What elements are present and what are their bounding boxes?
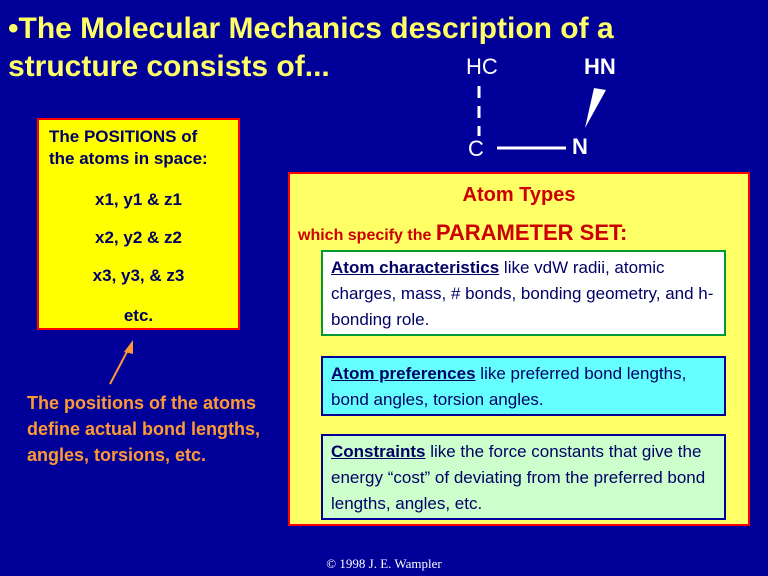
parameter-set-box xyxy=(288,172,750,526)
atom-preferences-box xyxy=(321,356,726,416)
constraints-box xyxy=(321,434,726,520)
atom-characteristics-box xyxy=(321,250,726,336)
atom-label-hn: HN xyxy=(584,54,616,79)
constraints-text: like the force constants that give the energy “cost” of deviating from the preferred bond lengths, angles, etc. xyxy=(331,442,706,513)
which-prefix: which specify the xyxy=(298,227,432,244)
preferences-text: like preferred bond lengths, bond angles, torsion angles. xyxy=(331,364,687,409)
positions-explanation: The positions of the atoms define actual bond lengths, angles, torsions, etc. xyxy=(27,393,261,465)
atom-label-hc: HC xyxy=(466,54,498,79)
atom-types-heading: Atom Types xyxy=(462,184,576,206)
copyright: © 1998 J. E. Wampler xyxy=(326,556,442,571)
parameter-set-heading xyxy=(298,220,627,246)
parameter-set-label: PARAMETER SET: xyxy=(435,220,628,245)
positions-heading-line2: the atoms in space: xyxy=(49,149,208,168)
constraints-key: Constraints xyxy=(331,442,426,461)
atom-label-c: C xyxy=(468,136,484,161)
preferences-key: Atom preferences xyxy=(331,364,476,383)
coord-1: x1, y1 & z1 xyxy=(95,190,182,209)
positions-heading-line1: The POSITIONS of xyxy=(49,127,198,146)
coord-2: x2, y2 & z2 xyxy=(95,228,182,247)
characteristics-text: like vdW radii, atomic charges, mass, # bonds, bonding geometry, and h-bonding role. xyxy=(331,258,714,329)
atom-label-n: N xyxy=(572,134,588,159)
coord-etc: etc. xyxy=(123,306,154,325)
slide-title: •The Molecular Mechanics description of a structure consists of... xyxy=(8,12,614,83)
characteristics-key: Atom characteristics xyxy=(331,258,500,277)
coord-3: x3, y3, & z3 xyxy=(92,266,185,285)
